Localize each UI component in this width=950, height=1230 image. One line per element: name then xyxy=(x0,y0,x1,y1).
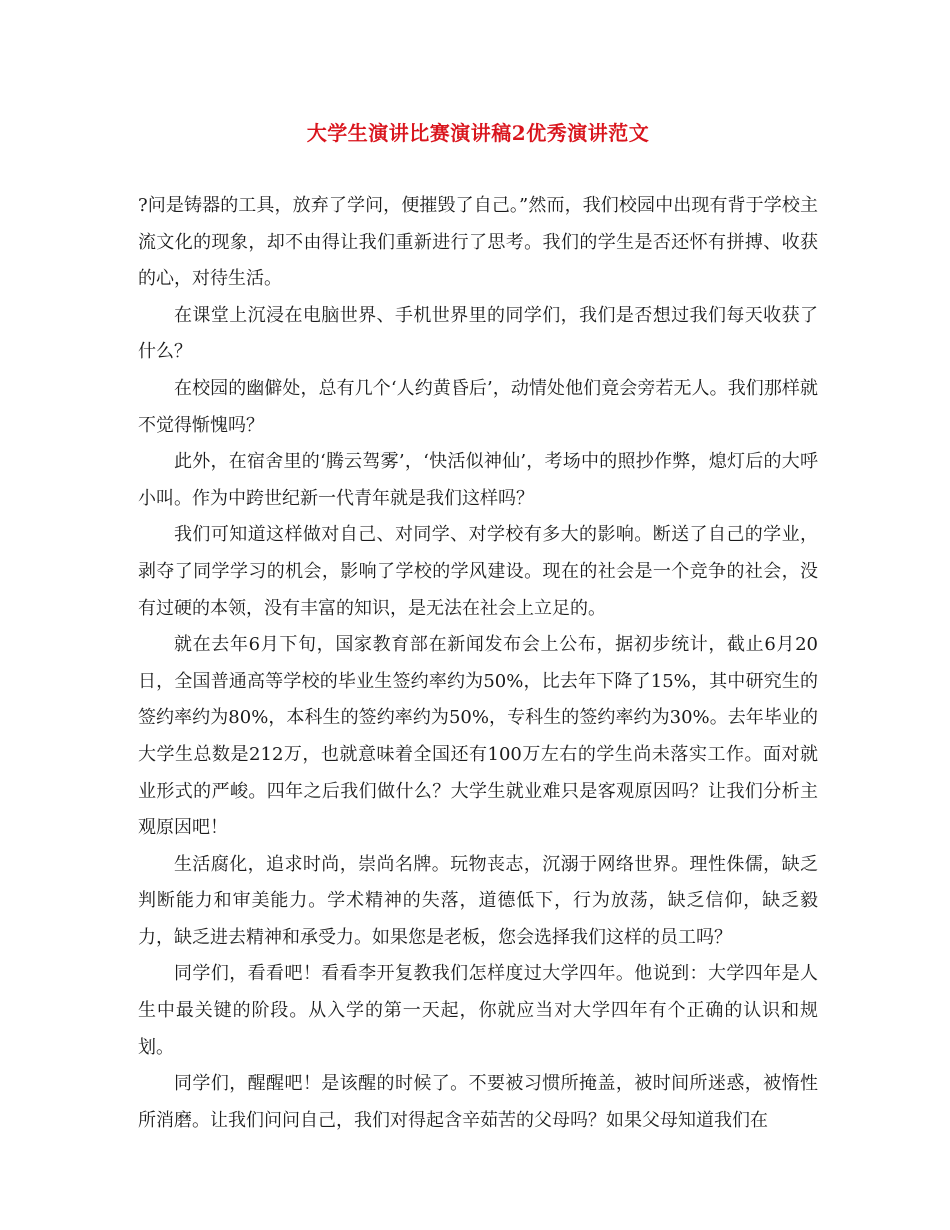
paragraph: 同学们，醒醒吧！是该醒的时候了。不要被习惯所掩盖，被时间所迷惑，被惰性所消磨。让我们问问自己，我们对得起含辛茹苦的父母吗？如果父母知道我们在 xyxy=(138,1073,818,1131)
document-page xyxy=(138,118,818,1139)
paragraph: 在课堂上沉浸在电脑世界、手机世界里的同学们，我们是否想过我们每天收获了什么？ xyxy=(138,304,818,363)
paragraph: 生活腐化，追求时尚，崇尚名牌。玩物丧志，沉溺于网络世界。理性侏儒，缺乏判断能力和审美能力。学术精神的失落，道德低下，行为放荡，缺乏信仰，缺乏毅力，缺乏进去精神和承受力。如果您是老板，您会选择我们这样的员工吗？ xyxy=(138,853,818,948)
document-body xyxy=(138,188,818,1139)
paragraph: 在校园的幽僻处，总有几个‘人约黄昏后’，动情处他们竟会旁若无人。我们那样就不觉得惭愧吗？ xyxy=(138,377,818,436)
paragraph: 就在去年6月下旬，国家教育部在新闻发布会上公布，据初步统计，截止6月20日，全国普通高等学校的毕业生签约率约为50%，比去年下降了15%，其中研究生的签约率约为80%，本科生的签约率约为50%，专科生的签约率约为30%。去年毕业的大学生总数是212万，也就意味着全国还有100万左右的学生尚未落实工作。面对就业形式的严峻。四年之后我们做什么？大学生就业难只是客观原因吗？让我们分析主观原因吧！ xyxy=(138,634,818,839)
paragraph: 此外，在宿舍里的‘腾云驾雾’，‘快活似神仙’，考场中的照抄作弊，熄灯后的大呼小叫。作为中跨世纪新一代青年就是我们这样吗？ xyxy=(138,451,818,509)
paragraph: 同学们，看看吧！看看李开复教我们怎样度过大学四年。他说到：大学四年是人生中最关键的阶段。从入学的第一天起，你就应当对大学四年有个正确的认识和规划。 xyxy=(138,963,818,1058)
paragraph: 我们可知道这样做对自己、对同学、对学校有多大的影响。断送了自己的学业，剥夺了同学学习的机会，影响了学校的学风建设。现在的社会是一个竞争的社会，没有过硬的本领，没有丰富的知识，是无法在社会上立足的。 xyxy=(138,524,818,619)
paragraph: ?问是铸器的工具，放弃了学问，便摧毁了自己。”然而，我们校园中出现有背于学校主流文化的现象，却不由得让我们重新进行了思考。我们的学生是否还怀有拼搏、收获的心，对待生活。 xyxy=(138,195,818,290)
document-title: 大学生演讲比赛演讲稿2优秀演讲范文 xyxy=(306,121,650,145)
